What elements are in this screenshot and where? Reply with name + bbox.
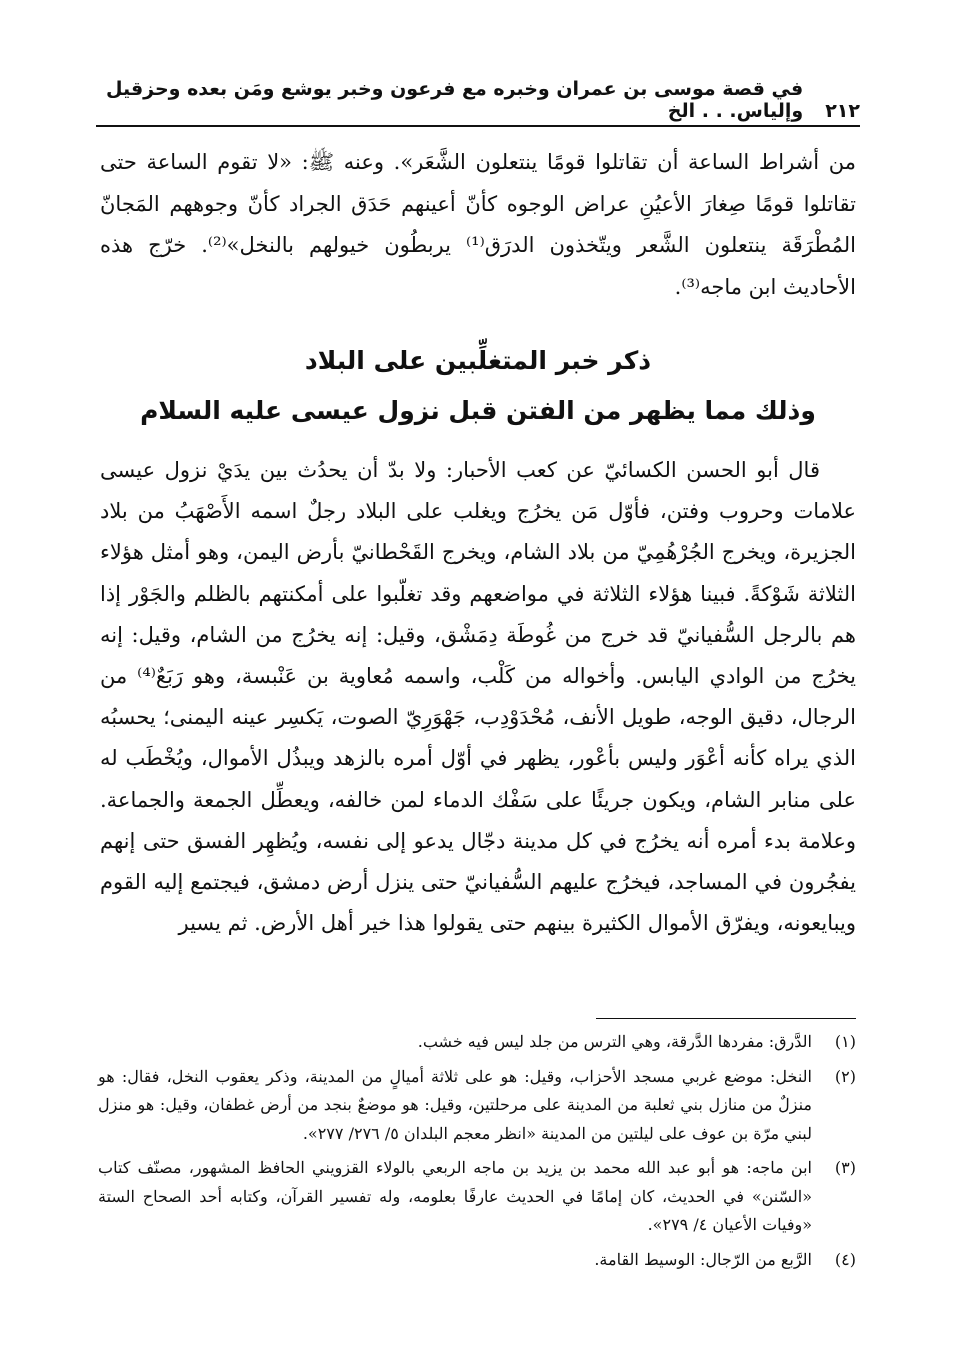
footnote-number: (٣) — [834, 1158, 856, 1177]
footnote-text: النخل: موضع غربي مسجد الأحزاب، وقيل: هو على ثلاثة أميالٍ من المدينة، وذكر يعقوب النخل، فقال: هو منزلٌ من منازل بني ثعلبة من المدينة على مرحلتين، وقيل: هو موضعٌ بنجد من أرض غطفان، وقيل: هو منزل لبني مرّة بن عوف على ليلتين من المدينة «انظر معجم البلدان ٥/ ٢٧٦/ ٢٧٧». — [98, 1066, 812, 1143]
header-rule — [96, 125, 860, 127]
footnote-number: (١) — [834, 1032, 856, 1051]
footnote-number: (٢) — [834, 1066, 856, 1086]
intro-text-block — [100, 142, 856, 308]
intro-paragraph: من أشراط الساعة أن تقاتلوا قومًا ينتعلون الشَّعَر». وعنه ﷺ: «لا تقوم الساعة حتى تقاتلوا قومًا صِغارَ الأعيُنِ عراض الوجوه كأنّ أعينهم حَدَق الجراد كأنّ وجوههم المَجانّ المُطْرَقَة ينتعلون الشَّعر ويتّخذون الدرَق⁽¹⁾ يربطُون خيولهم بالنخل»⁽²⁾. خرّج هذه الأحاديث ابن ماجه⁽³⁾. — [100, 150, 856, 299]
footnote — [98, 1246, 856, 1275]
running-title: في قصة موسى بن عمران وخبره مع فرعون وخبر يوشع ومَن بعده وحزقيل وإلياس. . . الخ — [106, 78, 804, 122]
footnote-separator — [596, 1018, 856, 1019]
footnote-text: الرَّبع من الرّجال: الوسيط القامة. — [594, 1249, 812, 1269]
footnotes — [98, 1028, 856, 1280]
footnote-number: (٤) — [834, 1249, 856, 1269]
footnote — [98, 1063, 856, 1149]
section-heading-line-1: ذكر خبر المتغلِّبين على البلاد — [304, 346, 652, 375]
footnote — [98, 1028, 856, 1057]
page-number: ٢١٢ — [825, 100, 860, 122]
footnote-text: الدَّرق: مفردها الدَّرقة، وهي الترس من جلد ليس فيه خشب. — [417, 1032, 812, 1051]
page-header — [96, 78, 860, 122]
section-heading-line-2: وذلك مما يظهر من الفتن قبل نزول عيسى عليه السلام — [140, 396, 816, 425]
footnote-text: ابن ماجه: هو أبو عبد الله محمد بن يزيد بن ماجه الربعي بالولاء القزويني الحافظ المشهور، مصنّف كتاب «السّنن» في الحديث، كان إمامًا في الحديث عارفًا بعلومه، وله تفسير القرآن، وكتابه أحد الصحاح الستة «وفيات الأعيان ٤/ ٢٧٩». — [98, 1158, 812, 1234]
section-heading — [100, 336, 856, 436]
main-text-block — [100, 450, 856, 944]
main-paragraph: قال أبو الحسن الكسائيّ عن كعب الأحبار: ولا بدّ أن يحدُث بين يدَيْ نزول عيسى علامات وحروب وفتن، فأوّل مَن يخرُج ويغلب على البلاد رجلٌ اسمه الأَصْهَبُ من بلاد الجزيرة، ويخرج الجُرْهُمِيّ من بلاد الشام، ويخرج القَحْطانيّ بأرض اليمن، وهو أمثل هؤلاء الثلاثة شَوْكةً. فبينا هؤلاء الثلاثة في مواضعهم وقد تغلّبوا على أمكنتهم بالظلم والجَوْر إذا هم بالرجل السُّفيانيّ قد خرج من غُوطَة دِمَشْق، وقيل: إنه يخرُج من الشام، وقيل: إنه يخرُج من الوادي اليابس. وأخواله من كَلْب، واسمه مُعاوية بن عَنْبسة، وهو رَبَعٌ⁽⁴⁾ من الرجال، دقيق الوجه، طويل الأنف، مُحْدَوْدِب، جَهْوَرِيّ الصوت، يَكسِر عينه اليمنى؛ يحسبُه الذي يراه كأنه أعْوَر وليس بأعْور، يظهر في أوّل أمره بالزهد ويبذُل الأموال، ويُخْطَب له على منابر الشام، ويكون جريئًا على سَفْك الدماء لمن خالفه، ويعطِّل الجمعة والجماعة. وعلامة بدء أمره أنه يخرُج في كل مدينة دجّال يدعو إلى نفسه، ويُظهِر الفسق حتى إنهم يفجُرون في المساجد، فيخرُج عليهم السُّفيانيّ حتى ينزل أرض دمشق، فيجتمع إليه القوم ويبايعونه، ويفرّق الأموال الكثيرة بينهم حتى يقولوا هذا خير أهل الأرض. ثم يسير — [100, 458, 857, 936]
footnote — [98, 1154, 856, 1240]
